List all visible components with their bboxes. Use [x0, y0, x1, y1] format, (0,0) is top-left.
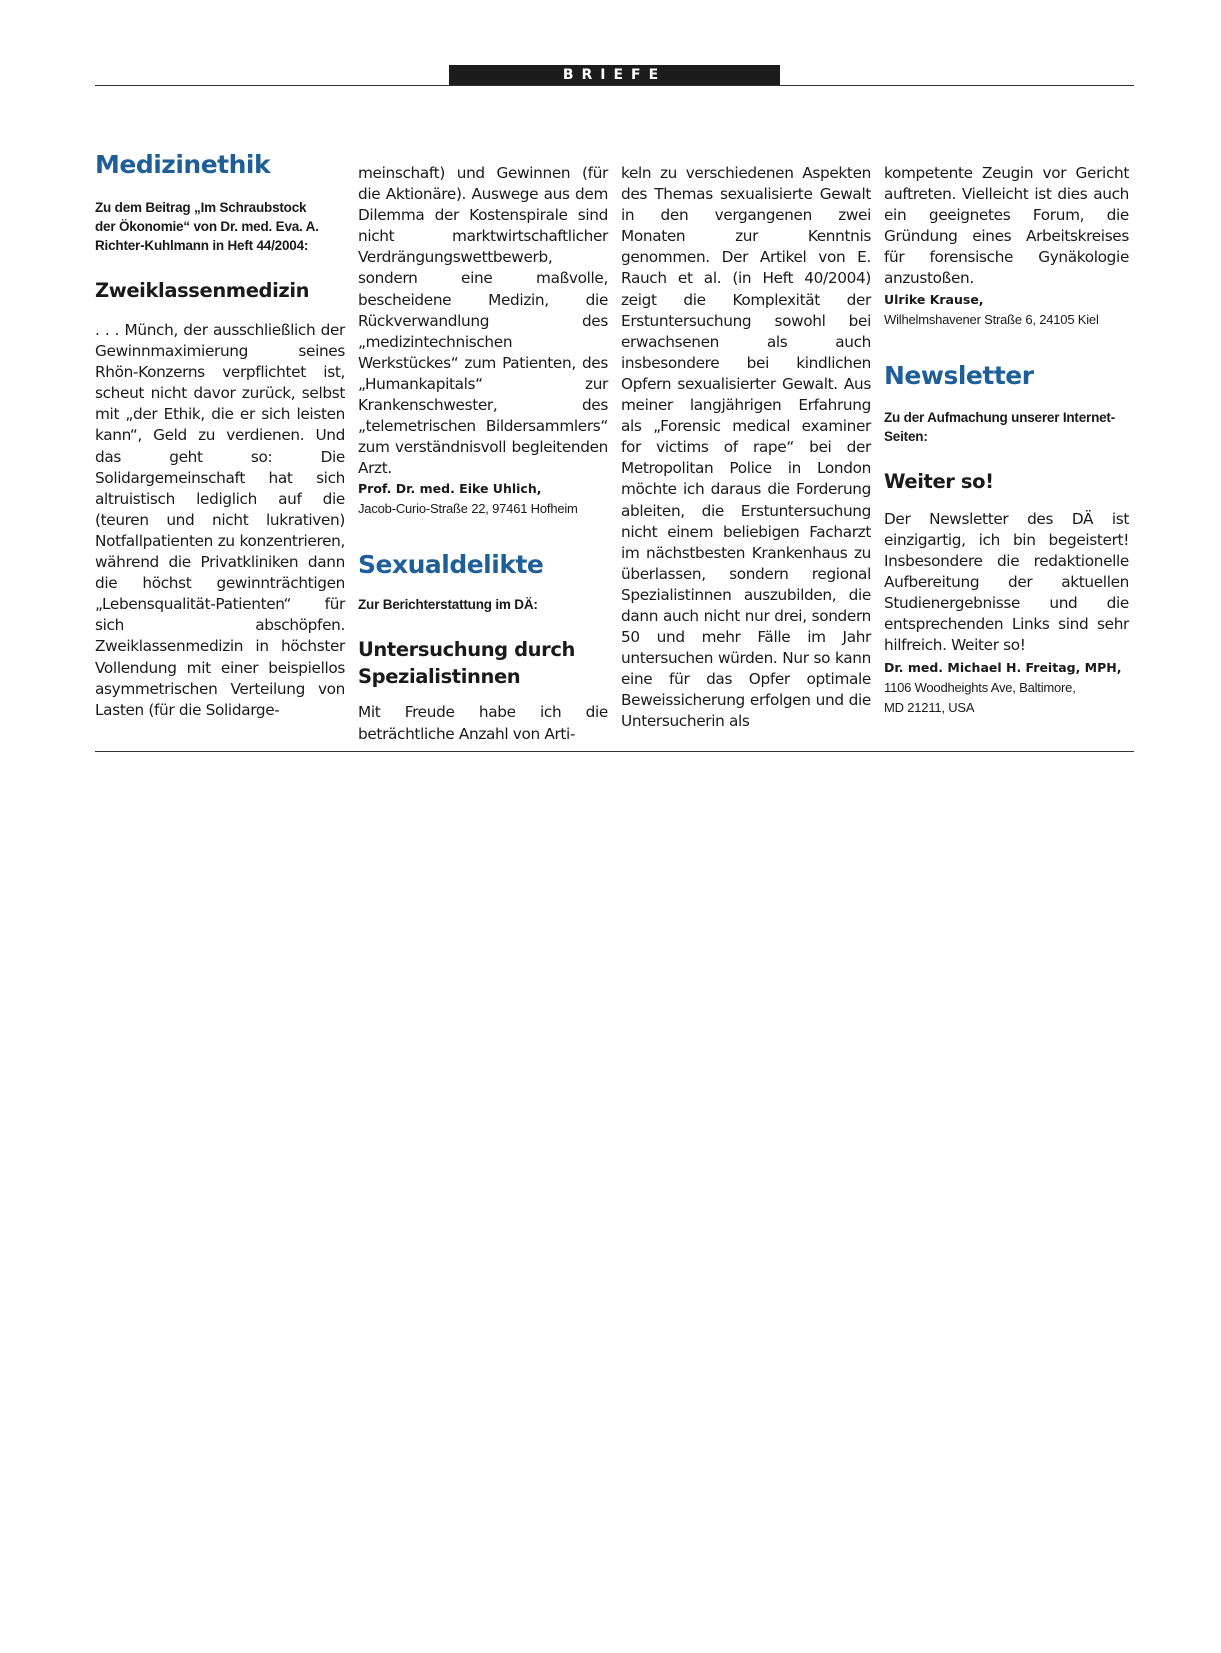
- letter-body-part: Der Newsletter des DÄ ist einzigartig, ich bin begeistert! Insbesondere die redaktionelle Aufbereitung der aktuellen Studienergebnisse und die entsprechenden Links sind sehr hilfreich. Weiter so!: [884, 509, 1129, 655]
- section-header-tab: BRIEFE: [449, 65, 780, 85]
- letter-reference: Zur Berichterstattung im DÄ:: [358, 597, 538, 613]
- top-rule: [95, 85, 1134, 86]
- letter-author: Dr. med. Michael H. Freitag, MPH,: [884, 660, 1122, 676]
- bottom-rule: [95, 751, 1134, 752]
- letter-address: Jacob-Curio-Straße 22, 97461 Hofheim: [358, 501, 578, 517]
- topic-heading-newsletter: Newsletter: [884, 360, 1034, 390]
- letter-headline: Untersuchung durch Spezialistinnen: [358, 638, 576, 689]
- letter-address-line: MD 21211, USA: [884, 700, 975, 716]
- letter-body-part: . . . Münch, der ausschließlich der Gewinnmaximierung seines Rhön-Konzerns verpflichtet ist, scheut nicht davor zurück, selbst mit „der Ethik, die er sich leisten kann“, Geld zu verdienen. Und das geht so: Die Solidargemeinschaft hat sich altruistisch lediglich auf die (teuren und nicht lukrativen) Notfallpatienten zu konzentrieren, während die Privatkliniken dann die höchst gewinnträchtigen „Lebensqualität-Patienten“ für sich abschöpfen. Zweiklassenmedizin in höchster Vollendung mit einer beispiellos asymmetrischen Verteilung von Lasten (für die Solidarge-: [95, 321, 345, 719]
- column-2: [358, 163, 608, 745]
- topic-heading-medizinethik: Medizinethik: [95, 150, 271, 179]
- letter-body-part: Mit Freude habe ich die beträchtliche Anzahl von Arti-: [358, 703, 608, 743]
- column-1: [95, 150, 345, 721]
- column-3: [621, 163, 871, 733]
- letter-reference: Zu der Aufmachung unserer Internet-Seiten:: [884, 409, 1116, 444]
- letter-address-line: 1106 Woodheights Ave, Baltimore,: [884, 680, 1076, 696]
- letter-address: Wilhelmshavener Straße 6, 24105 Kiel: [884, 311, 1099, 327]
- letter-body-part: keln zu verschiedenen Aspekten des Themas sexualisierte Gewalt in den vergangenen zwei Monaten zur Kenntnis genommen. Der Artikel von E. Rauch et al. (in Heft 40/2004) zeigt die Komplexität der Erstuntersuchung sowohl bei erwachsenen als auch insbesondere bei kindlichen Opfern sexualisierter Gewalt. Aus meiner langjährigen Erfahrung als „Forensic medical examiner for victims of rape“ bei der Metropolitan Police in London möchte ich daraus die Forderung ableiten, die Erstuntersuchung nicht einem beliebigen Facharzt im nächstbesten Krankenhaus zu überlassen, sondern regional Spezialistinnen auszubilden, die dann auch nicht nur drei, sondern 50 und mehr Fälle im Jahr untersuchen würden. Nur so kann eine für das Opfer optimale Beweissicherung erfolgen und die Untersucherin als: [621, 164, 871, 731]
- letter-author: Prof. Dr. med. Eike Uhlich,: [358, 481, 542, 497]
- column-4: [884, 163, 1129, 718]
- letter-body-part: meinschaft) und Gewinnen (für die Aktionäre). Auswege aus dem Dilemma der Kostenspirale sind nicht marktwirtschaftlicher Verdrängungswettbewerb, sondern eine maßvolle, bescheidene Medizin, die Rückverwandlung des „medizintechnischen Werkstückes“ zum Patienten, des „Humankapitals“ zur Krankenschwester, des „telemetrischen Bildersammlers“ zum verständnisvoll begleitenden Arzt.: [358, 164, 608, 478]
- letter-reference: Zu dem Beitrag „Im Schraubstock der Ökonomie“ von Dr. med. Eva. A. Richter-Kuhlmann in Heft 44/2004:: [95, 200, 319, 253]
- topic-heading-sexualdelikte: Sexualdelikte: [358, 550, 544, 580]
- letter-headline: Weiter so!: [884, 469, 994, 493]
- letter-headline: Zweiklassenmedizin: [95, 279, 310, 302]
- letter-author: Ulrike Krause,: [884, 291, 984, 307]
- letter-body-part: kompetente Zeugin vor Gericht auftreten. Vielleicht ist dies auch ein geeignetes Forum, die Gründung eines Arbeitskreises für forensische Gynäkologie anzustoßen.: [884, 164, 1129, 288]
